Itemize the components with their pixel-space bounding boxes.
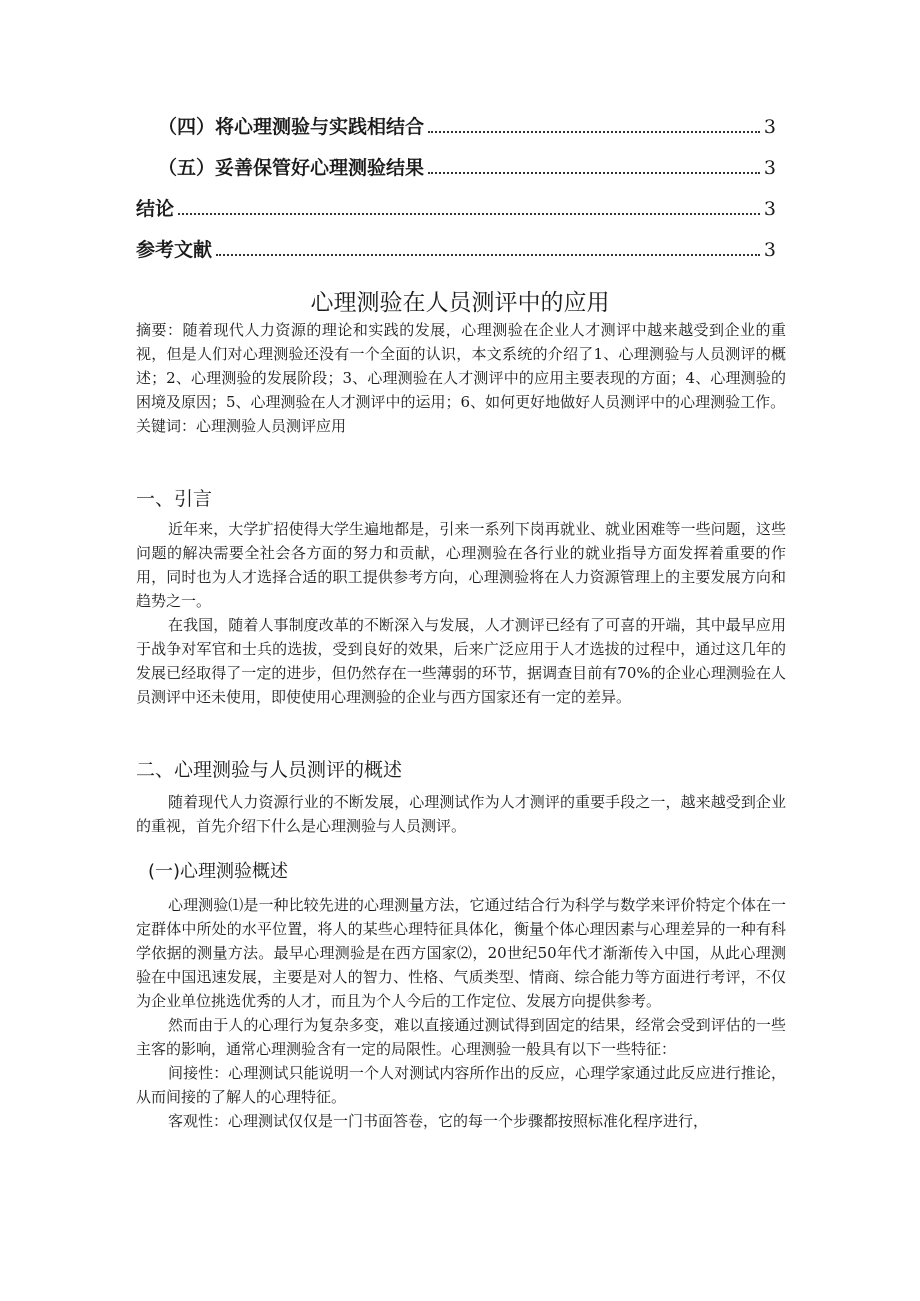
toc-leader [216, 253, 760, 256]
toc-entry-label: 参考文献 [136, 239, 213, 261]
section-heading: 一、引言 [136, 488, 213, 510]
keywords: 关键词：心理测验人员测评应用 [136, 417, 347, 435]
paragraph: 然而由于人的心理行为复杂多变，难以直接通过测试得到固定的结果，经常会受到评估的一些主客的影响，通常心理测验含有一定的局限性。心理测验一般具有以下一些特征： [136, 1016, 786, 1058]
abstract-block [136, 318, 786, 438]
toc-page-number: 3 [763, 116, 776, 138]
subsection-heading: (一)心理测验概述 [148, 861, 289, 882]
subsection-psych-test-body [136, 893, 786, 1133]
document-title: 心理测验在人员测评中的应用 [310, 290, 610, 316]
toc-page-number: 3 [763, 198, 776, 220]
section-introduction-body [136, 517, 786, 709]
paragraph: 心理测验⑴是一种比较先进的心理测量方法，它通过结合行为科学与数学来评价特定个体在一定群体中所处的水平位置，将人的某些心理特征具体化，衡量个体心理因素与心理差异的一种有科学依据的测量方法。最早心理测验是在西方国家⑵，20世纪50年代才渐渐传入中国，从此心理测验在中国迅速发展，主要是对人的智力、性格、气质类型、情商、综合能力等方面进行考评，不仅为企业单位挑选优秀的人才，而且为个人今后的工作定位、发展方向提供参考。 [136, 896, 786, 1010]
toc-leader [428, 130, 760, 133]
toc-entry[interactable] [136, 153, 776, 194]
toc-leader [428, 171, 760, 174]
toc-entry-label: 结论 [136, 198, 175, 220]
toc-entry[interactable] [136, 112, 776, 153]
toc-leader [178, 212, 760, 215]
abstract: 摘要：随着现代人力资源的理论和实践的发展，心理测验在企业人才测评中越来越受到企业的重视，但是人们对心理测验还没有一个全面的认识，本文系统的介绍了1、心理测验与人员测评的概述；2、心理测验的发展阶段；3、心理测验在人才测评中的应用主要表现的方面；4、心理测验的困境及原因；5、心理测验在人才测评中的运用；6、如何更好地做好人员测评中的心理测验工作。 [136, 321, 786, 411]
toc-entry-label: （五）妥善保管好心理测验结果 [158, 157, 425, 179]
toc-page-number: 3 [763, 239, 776, 261]
subsection-psych-test [136, 857, 786, 883]
paragraph: 间接性：心理测试只能说明一个人对测试内容所作出的反应，心理学家通过此反应进行推论，从而间接的了解人的心理特征。 [136, 1064, 786, 1106]
paragraph: 在我国，随着人事制度改革的不断深入与发展，人才测评已经有了可喜的开端，其中最早应用于战争对军官和士兵的选拔，受到良好的效果，后来广泛应用于人才选拔的过程中，通过这几年的发展已经取得了一定的进步，但仍然存在一些薄弱的环节，据调查目前有70%的企业心理测验在人员测评中还未使用，即使使用心理测验的企业与西方国家还有一定的差异。 [136, 616, 786, 706]
table-of-contents [136, 112, 776, 276]
section-heading: 二、心理测验与人员测评的概述 [136, 759, 403, 781]
paragraph: 随着现代人力资源行业的不断发展，心理测试作为人才测评的重要手段之一，越来越受到企业的重视，首先介绍下什么是心理测验与人员测评。 [136, 793, 786, 835]
toc-entry[interactable] [136, 235, 776, 276]
toc-entry-label: （四）将心理测验与实践相结合 [158, 116, 425, 138]
toc-entry[interactable] [136, 194, 776, 235]
paragraph: 客观性：心理测试仅仅是一门书面答卷，它的每一个步骤都按照标准化程序进行， [168, 1112, 709, 1130]
section-overview-intro [136, 790, 786, 838]
section-introduction [136, 484, 786, 511]
section-overview [136, 755, 786, 782]
toc-page-number: 3 [763, 157, 776, 179]
paragraph: 近年来，大学扩招使得大学生遍地都是，引来一系列下岗再就业、就业困难等一些问题，这些问题的解决需要全社会各方面的努力和贡献，心理测验在各行业的就业指导方面发挥着重要的作用，同时也为人才选择合适的职工提供参考方向，心理测验将在人力资源管理上的主要发展方向和趋势之一。 [136, 520, 786, 610]
